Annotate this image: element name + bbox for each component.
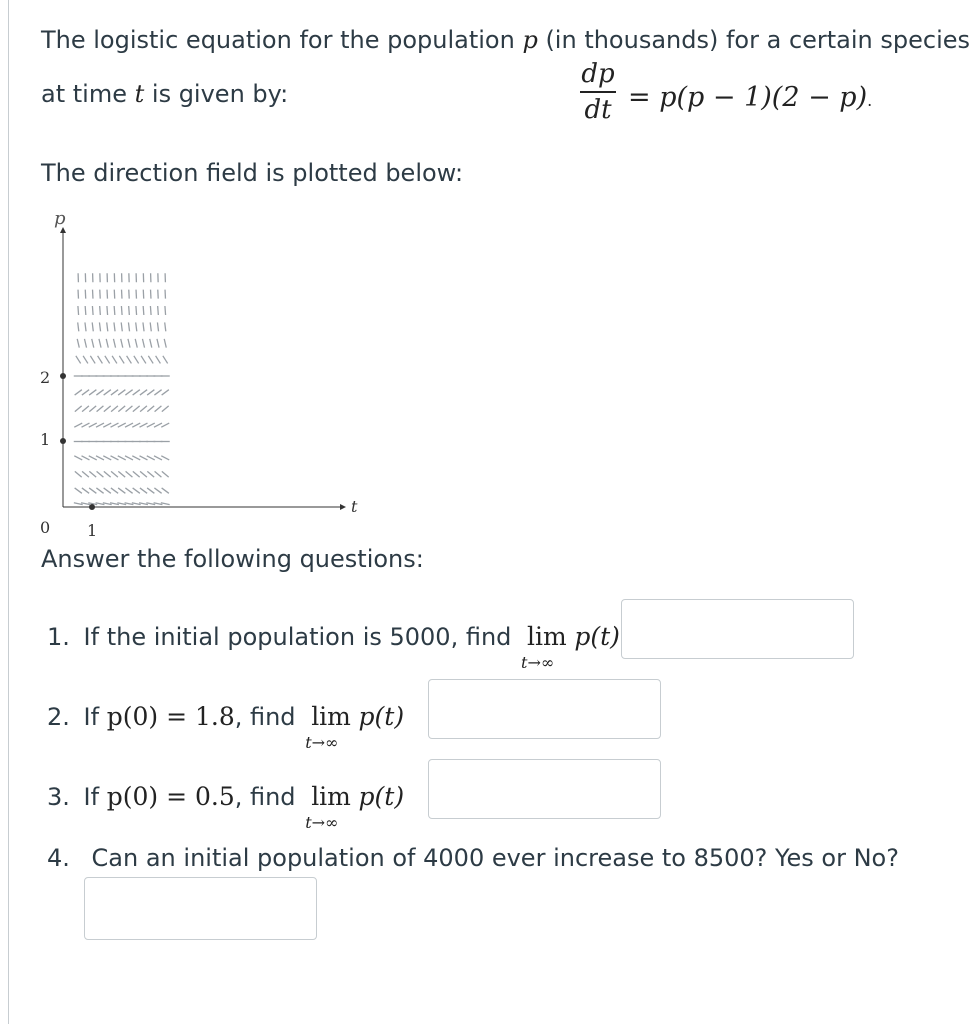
question-3-text: , find bbox=[234, 783, 296, 811]
question-2-text: , find bbox=[234, 703, 296, 731]
p-axis-label: p bbox=[54, 208, 66, 229]
slope-segment bbox=[104, 390, 111, 395]
direction-field-caption: The direction field is plotted below: bbox=[41, 159, 464, 187]
slope-segment bbox=[114, 306, 115, 315]
slope-segment bbox=[78, 306, 79, 315]
slope-segment bbox=[140, 390, 147, 395]
slope-segment bbox=[105, 356, 110, 364]
slope-segment bbox=[140, 456, 148, 460]
slope-segment bbox=[97, 406, 104, 412]
slope-segment bbox=[92, 306, 93, 315]
questions-heading: Answer the following questions: bbox=[41, 545, 424, 573]
slope-segment bbox=[154, 423, 162, 427]
p-tick-label-1: 1 bbox=[40, 430, 51, 449]
slope-segment bbox=[82, 390, 89, 395]
limit-word: lim bbox=[311, 782, 351, 811]
slope-segment bbox=[104, 406, 111, 412]
slope-segment bbox=[118, 456, 126, 460]
question-2-prefix: If bbox=[83, 703, 107, 731]
slope-segment bbox=[113, 339, 115, 348]
slope-segment bbox=[83, 356, 88, 364]
slope-segment bbox=[133, 390, 140, 395]
origin-label: 0 bbox=[40, 518, 51, 537]
slope-segment bbox=[164, 339, 166, 348]
slope-segment bbox=[128, 339, 130, 348]
slope-segment bbox=[155, 471, 162, 477]
slope-segment bbox=[154, 456, 162, 460]
slope-segment bbox=[118, 406, 125, 412]
direction-field-marks bbox=[74, 273, 170, 504]
limit-function: p(t) bbox=[358, 782, 405, 811]
question-1 bbox=[47, 622, 620, 672]
answer-input-4[interactable] bbox=[84, 877, 317, 940]
limit-subscript: t→∞ bbox=[305, 733, 339, 752]
slope-segment bbox=[112, 356, 117, 364]
slope-segment bbox=[114, 322, 115, 331]
slope-segment bbox=[106, 339, 108, 348]
slope-segment bbox=[111, 390, 118, 395]
slope-segment bbox=[118, 390, 125, 395]
slope-segment bbox=[143, 306, 144, 315]
slope-segment bbox=[121, 322, 122, 331]
slope-segment bbox=[82, 423, 90, 427]
limit-subscript: t→∞ bbox=[521, 653, 555, 672]
slope-segment bbox=[77, 339, 79, 348]
answer-input-3[interactable] bbox=[428, 759, 661, 819]
intro-text-tail: (in thousands) for a certain species bbox=[537, 26, 971, 54]
slope-segment bbox=[82, 406, 89, 412]
slope-segment bbox=[154, 390, 161, 395]
slope-segment bbox=[141, 356, 146, 364]
slope-segment bbox=[121, 306, 122, 315]
slope-segment bbox=[133, 471, 140, 477]
slope-segment bbox=[125, 423, 133, 427]
slope-segment bbox=[75, 471, 82, 477]
slope-segment bbox=[157, 322, 158, 331]
slope-segment bbox=[74, 423, 82, 427]
question-3-math: p(0) = 0.5 bbox=[106, 782, 235, 811]
slope-segment bbox=[135, 339, 137, 348]
slope-segment bbox=[147, 406, 154, 412]
slope-segment bbox=[147, 423, 155, 427]
slope-segment bbox=[118, 471, 125, 477]
slope-segment bbox=[140, 488, 147, 493]
slope-segment bbox=[154, 488, 161, 493]
slope-segment bbox=[155, 406, 162, 412]
limit-word: lim bbox=[527, 622, 567, 651]
slope-segment bbox=[89, 488, 96, 493]
slope-segment bbox=[128, 322, 129, 331]
question-4-number: 4. bbox=[47, 844, 70, 872]
slope-segment bbox=[103, 456, 111, 460]
slope-segment bbox=[92, 339, 94, 348]
slope-segment bbox=[129, 306, 130, 315]
intro-time-prefix: at time bbox=[41, 80, 135, 108]
slope-segment bbox=[162, 406, 169, 412]
slope-segment bbox=[162, 471, 169, 477]
slope-segment bbox=[143, 322, 144, 331]
slope-segment bbox=[162, 488, 169, 493]
t-axis-label: t bbox=[351, 497, 358, 516]
slope-segment bbox=[92, 322, 93, 331]
question-3-prefix: If bbox=[83, 783, 107, 811]
slope-segment bbox=[89, 456, 97, 460]
slope-segment bbox=[111, 423, 119, 427]
answer-input-1[interactable] bbox=[621, 599, 854, 659]
slope-segment bbox=[118, 488, 125, 493]
slope-segment bbox=[107, 322, 108, 331]
slope-segment bbox=[125, 488, 132, 493]
slope-segment bbox=[96, 390, 103, 395]
slope-segment bbox=[118, 423, 126, 427]
slope-segment bbox=[82, 471, 89, 477]
slope-segment bbox=[78, 322, 79, 331]
question-4-text: Can an initial population of 4000 ever increase to 8500? Yes or No? bbox=[91, 844, 899, 872]
slope-segment bbox=[132, 423, 140, 427]
slope-segment bbox=[75, 390, 82, 395]
slope-segment bbox=[147, 456, 155, 460]
question-2 bbox=[47, 702, 405, 752]
slope-segment bbox=[111, 471, 118, 477]
slope-segment bbox=[119, 356, 124, 364]
question-3 bbox=[47, 782, 405, 832]
t-tick-label-1: 1 bbox=[87, 521, 98, 540]
t-axis-arrowhead bbox=[340, 504, 346, 510]
slope-segment bbox=[85, 322, 86, 331]
slope-segment bbox=[75, 406, 82, 412]
slope-segment bbox=[142, 339, 144, 348]
slope-segment bbox=[103, 423, 111, 427]
limit-subscript: t→∞ bbox=[305, 813, 339, 832]
slope-segment bbox=[134, 356, 139, 364]
p-tick-dot-2 bbox=[60, 373, 66, 379]
slope-segment bbox=[125, 456, 133, 460]
limit-function: p(t) bbox=[358, 702, 405, 731]
slope-segment bbox=[163, 356, 168, 364]
slope-segment bbox=[75, 488, 82, 493]
slope-segment bbox=[85, 306, 86, 315]
question-2-math: p(0) = 1.8 bbox=[106, 702, 235, 731]
slope-segment bbox=[161, 423, 169, 427]
slope-segment bbox=[111, 456, 119, 460]
p-variable: p bbox=[522, 26, 538, 54]
slope-segment bbox=[140, 423, 148, 427]
slope-segment bbox=[104, 488, 111, 493]
slope-segment bbox=[100, 306, 101, 315]
p-tick-label-2: 2 bbox=[40, 368, 51, 387]
question-1-text: If the initial population is 5000, find bbox=[83, 623, 512, 651]
slope-segment bbox=[140, 471, 147, 477]
answer-input-2[interactable] bbox=[428, 679, 661, 739]
slope-segment bbox=[121, 339, 123, 348]
slope-segment bbox=[125, 390, 132, 395]
slope-segment bbox=[127, 356, 132, 364]
slope-segment bbox=[74, 456, 82, 460]
slope-segment bbox=[150, 339, 152, 348]
limit-function: p(t) bbox=[574, 622, 620, 651]
slope-segment bbox=[111, 488, 118, 493]
slope-segment bbox=[76, 356, 81, 364]
question-1-number: 1. bbox=[47, 623, 70, 651]
slope-segment bbox=[161, 456, 169, 460]
slope-segment bbox=[111, 406, 118, 412]
fraction-numerator: dp bbox=[581, 59, 615, 89]
slope-segment bbox=[104, 471, 111, 477]
equation-terminator: . bbox=[867, 91, 873, 110]
t-tick-dot-1 bbox=[89, 504, 95, 510]
slope-segment bbox=[89, 390, 96, 395]
slope-segment bbox=[147, 488, 154, 493]
limit-expression-3 bbox=[305, 782, 351, 832]
slope-segment bbox=[89, 406, 96, 412]
slope-segment bbox=[132, 456, 140, 460]
slope-segment bbox=[96, 456, 104, 460]
slope-segment bbox=[158, 306, 159, 315]
slope-segment bbox=[150, 306, 151, 315]
slope-segment bbox=[96, 423, 104, 427]
intro-text: The logistic equation for the population bbox=[41, 26, 523, 54]
limit-word: lim bbox=[311, 702, 351, 731]
slope-segment bbox=[147, 390, 154, 395]
slope-segment bbox=[99, 322, 100, 331]
slope-segment bbox=[82, 488, 89, 493]
slope-segment bbox=[165, 322, 166, 331]
slope-segment bbox=[157, 339, 159, 348]
slope-segment bbox=[90, 356, 95, 364]
slope-segment bbox=[165, 306, 166, 315]
question-2-number: 2. bbox=[47, 703, 70, 731]
slope-segment bbox=[162, 390, 169, 395]
question-3-number: 3. bbox=[47, 783, 70, 811]
slope-segment bbox=[99, 339, 101, 348]
slope-segment bbox=[107, 306, 108, 315]
t-variable: t bbox=[134, 80, 145, 108]
slope-segment bbox=[96, 488, 103, 493]
intro-time-suffix: is given by: bbox=[144, 80, 289, 108]
slope-segment bbox=[89, 471, 96, 477]
p-tick-dot-1 bbox=[60, 438, 66, 444]
limit-expression-1 bbox=[521, 622, 567, 672]
question-4 bbox=[47, 843, 899, 873]
slope-segment bbox=[148, 356, 153, 364]
slope-segment bbox=[150, 322, 151, 331]
slope-segment bbox=[133, 488, 140, 493]
slope-segment bbox=[126, 406, 133, 412]
slope-segment bbox=[140, 406, 147, 412]
limit-expression-2 bbox=[305, 702, 351, 752]
slope-segment bbox=[156, 356, 161, 364]
equation-rhs-expr: = p(p − 1)(2 − p) bbox=[628, 82, 868, 113]
slope-segment bbox=[84, 339, 86, 348]
slope-segment bbox=[98, 356, 103, 364]
slope-segment bbox=[82, 456, 90, 460]
fraction-denominator: dt bbox=[584, 95, 612, 125]
slope-segment bbox=[136, 306, 137, 315]
slope-segment bbox=[147, 471, 154, 477]
slope-segment bbox=[136, 322, 137, 331]
slope-segment bbox=[126, 471, 133, 477]
slope-segment bbox=[133, 406, 140, 412]
slope-segment bbox=[97, 471, 104, 477]
slope-segment bbox=[89, 423, 97, 427]
